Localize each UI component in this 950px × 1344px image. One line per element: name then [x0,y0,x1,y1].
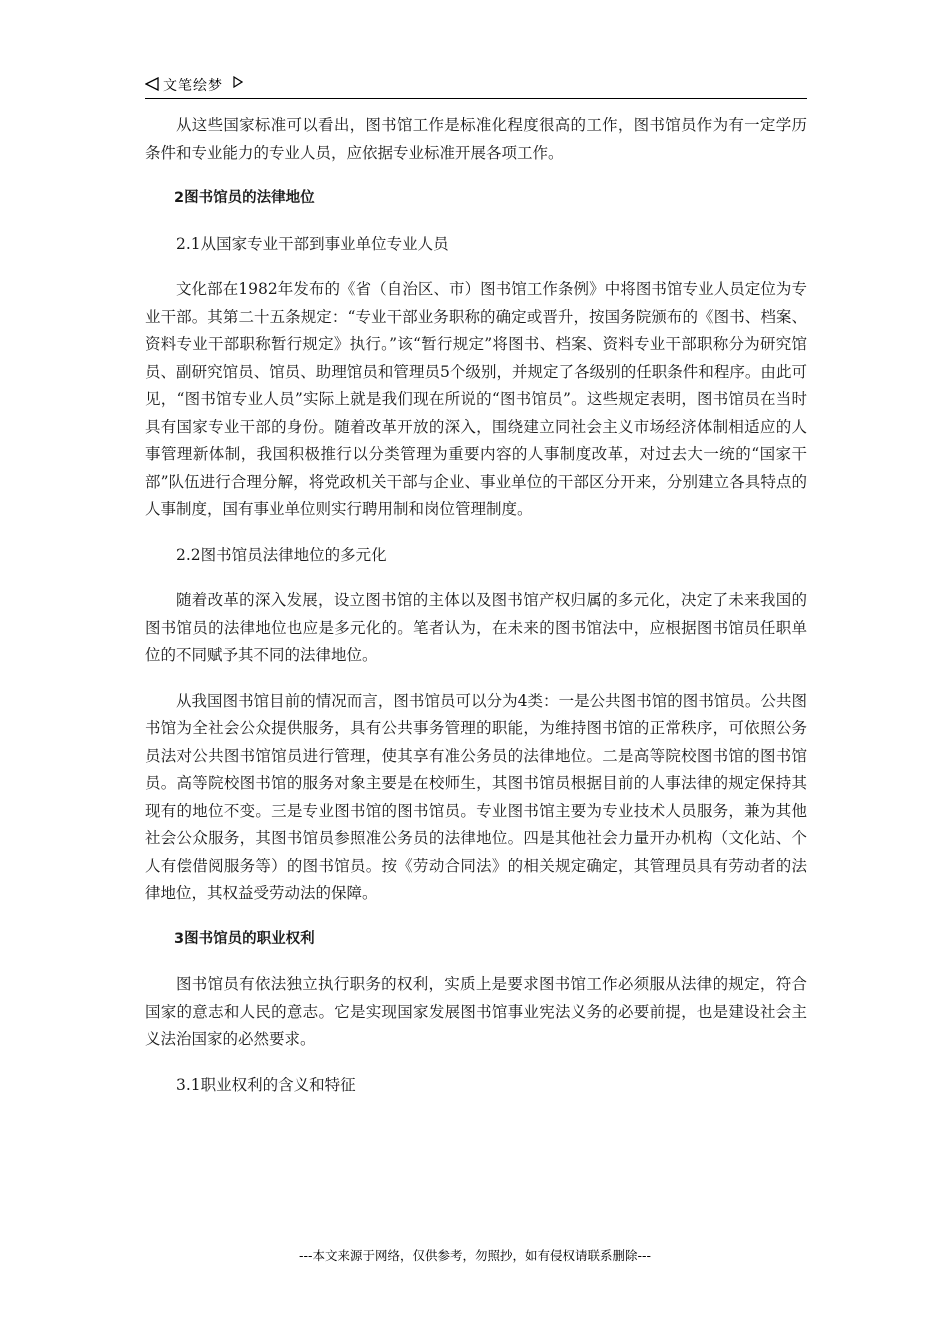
header-brand: 文笔绘梦 [163,78,223,94]
paragraph-2: 文化部在1982年发布的《省（自治区、市）图书馆工作条例》中将图书馆专业人员定位为专业干部。其第二十五条规定：“专业干部业务职称的确定或晋升，按国务院颁布的《图书、档案、资料专业干部职称暂行规定》执行。”该“暂行规定”将图书、档案、资料专业干部职称分为研究馆员、副研究馆员、馆员、助理馆员和管理员5个级别，并规定了各级别的任职条件和程序。由此可见，“图书馆专业人员”实际上就是我们现在所说的“图书馆员”。这些规定表明，图书馆员在当时具有国家专业干部的身份。随着改革开放的深入，围绕建立同社会主义市场经济体制相适应的人事管理新体制，我国积极推行以分类管理为重要内容的人事制度改革，对过去大一统的“国家干部”队伍进行合理分解，将党政机关干部与企业、事业单位的干部区分开来，分别建立各具特点的人事制度，国有事业单位则实行聘用制和岗位管理制度。 [145,280,807,518]
page-header [145,74,807,99]
section-heading-2: 2图书馆员的法律地位 [174,190,315,206]
left-triangle-icon [145,77,159,91]
document-body [145,112,807,1099]
subsection-heading-2-2: 2.2图书馆员法律地位的多元化 [176,545,387,564]
paragraph-4: 从我国图书馆目前的情况而言，图书馆员可以分为4类：一是公共图书馆的图书馆员。公共图书馆为全社会公众提供服务，具有公共事务管理的职能，为维持图书馆的正常秩序，可依照公务员法对公共图书馆馆员进行管理，使其享有准公务员的法律地位。二是高等院校图书馆的图书馆员。高等院校图书馆的服务对象主要是在校师生，其图书馆员根据目前的人事法律的规定保持其现有的地位不变。三是专业图书馆的图书馆员。专业图书馆主要为专业技术人员服务，兼为其他社会公众服务，其图书馆员参照准公务员的法律地位。四是其他社会力量开办机构（文化站、个人有偿借阅服务等）的图书馆员。按《劳动合同法》的相关规定确定，其管理员具有劳动者的法律地位，其权益受劳动法的保障。 [145,691,807,902]
page-footer: ---本文来源于网络，仅供参考，勿照抄，如有侵权请联系删除--- [298,1248,652,1263]
paragraph-3: 随着改革的深入发展，设立图书馆的主体以及图书馆产权归属的多元化，决定了未来我国的图书馆员的法律地位也应是多元化的。笔者认为，在未来的图书馆法中，应根据图书馆员任职单位的不同赋予其不同的法律地位。 [145,591,807,664]
paragraph-5: 图书馆员有依法独立执行职务的权利，实质上是要求图书馆工作必须服从法律的规定，符合国家的意志和人民的意志。它是实现国家发展图书馆事业宪法义务的必要前提，也是建设社会主义法治国家的必然要求。 [145,975,807,1048]
subsection-heading-3-1: 3.1职业权利的含义和特征 [176,1075,356,1094]
paragraph-1: 从这些国家标准可以看出，图书馆工作是标准化程度很高的工作，图书馆员作为有一定学历条件和专业能力的专业人员，应依据专业标准开展各项工作。 [145,116,807,162]
section-heading-3: 3图书馆员的职业权利 [174,930,315,947]
right-triangle-icon [233,76,243,88]
subsection-heading-2-1: 2.1从国家专业干部到事业单位专业人员 [176,234,449,253]
